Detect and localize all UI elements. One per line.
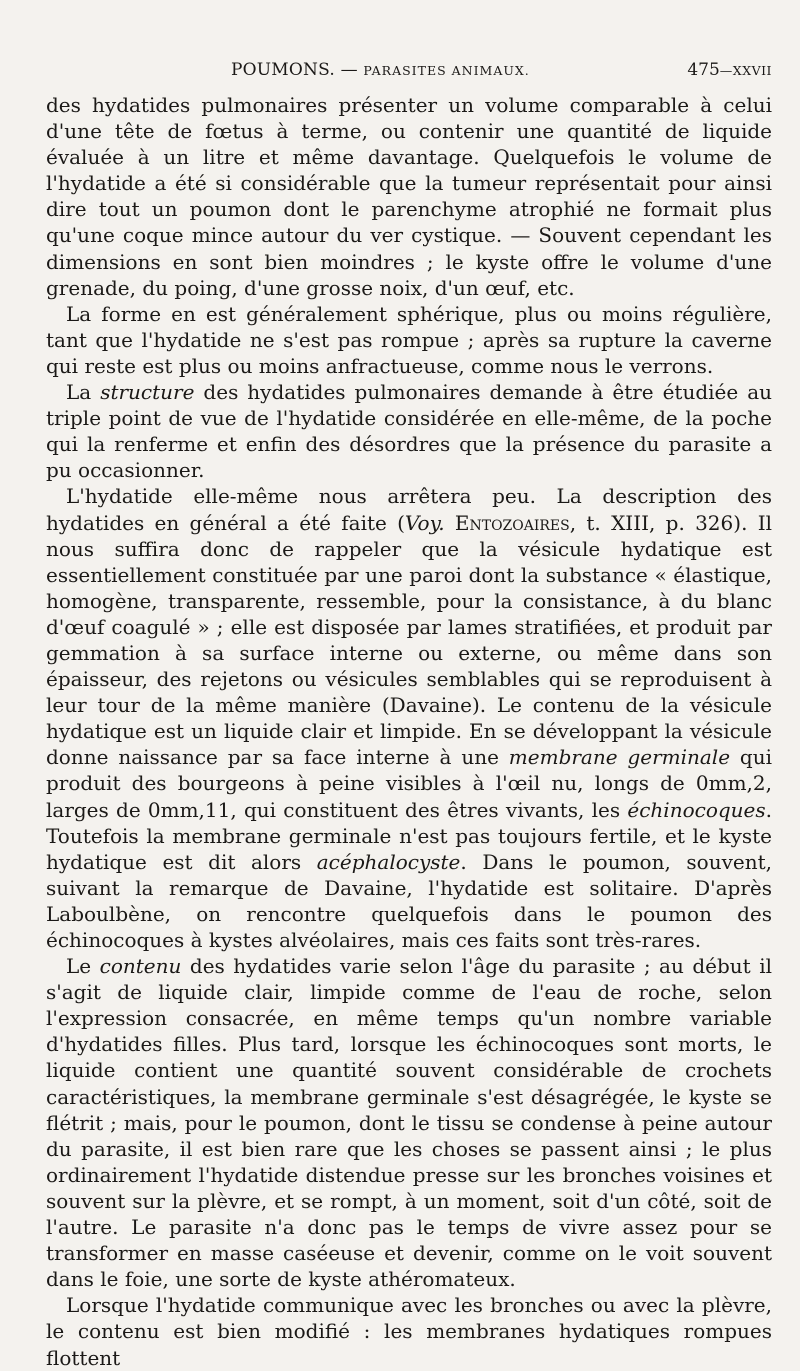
text-run: L'hydatide elle-même nous arrêtera peu. La description des hydatides en général a été faite (: [46, 484, 772, 535]
text-run: , t. XIII, p. 326). Il nous suffira donc de rappeler que la vésicule hydatique est essentiellement constituée par une paroi dont la substance « élastique, homogène, transparente, ressemble, pour la consistance, à du blanc d'œuf coagulé » ; elle est disposée par lames stratifiées, et produit par gemmation à sa surface interne ou externe, ou même dans son épaisseur, des rejetons ou vésicules semblables qui se reproduisent à leur tour de la même manière (Davaine). Le contenu de la vésicule hydatique est un liquide clair et limpide. En se développant la vésicule donne naissance par sa face interne à une: [46, 510, 772, 770]
italic-text: acéphalocyste: [316, 849, 461, 874]
header-page-number-group: [687, 60, 772, 80]
italic-text: contenu: [99, 954, 182, 979]
running-header: [46, 60, 772, 88]
italic-text: structure: [100, 380, 195, 405]
header-title: POUMONS.: [231, 60, 335, 80]
header-title-group: [231, 60, 530, 80]
italic-text: membrane germinale: [508, 745, 731, 770]
paragraph: [46, 953, 772, 1292]
roman-page-number: —XXVII: [719, 63, 772, 78]
text-run: qui produit des bourgeons à peine visibles à l'œil nu, longs de 0mm,2, larges de 0mm,11, qui constituent des êtres vivants, les: [46, 745, 772, 822]
paragraph: [46, 92, 772, 301]
page-number: 475: [687, 60, 720, 80]
text-run: . Dans le poumon, souvent, suivant la remarque de Davaine, l'hydatide est solitaire. D'après Laboulbène, on rencontre quelquefois dans le poumon des échinocoques à kystes alvéolaires, mais ces faits sont très-rares.: [46, 849, 772, 952]
paragraph: [46, 483, 772, 953]
text-run: [445, 511, 455, 535]
header-subtitle: PARASITES ANIMAUX.: [363, 63, 530, 78]
text-run: . Toutefois la membrane germinale n'est pas toujours fertile, et le kyste hydatique est dit alors: [46, 797, 772, 874]
paragraph: [46, 301, 772, 379]
italic-text: échinocoques: [627, 797, 766, 822]
paragraph: [46, 379, 772, 483]
paragraph: [46, 1292, 772, 1370]
small-caps-text: Entozoaires: [454, 510, 570, 535]
body-text: [46, 92, 772, 1371]
text-run: La: [66, 380, 101, 405]
text-run: Le: [66, 954, 100, 979]
text-run: des hydatides pulmonaires présenter un volume comparable à celui d'une tête de fœtus à terme, ou contenir une quantité de liquide évaluée à un litre et même davantage. Quelquefois le volume de l'hydatide a été si considérable que la tumeur représentait pour ainsi dire tout un poumon dont le parenchyme atrophié ne formait plus qu'une coque mince autour du ver cystique. — Souvent cependant les dimensions en sont bien moindres ; le kyste offre le volume d'une grenade, du poing, d'une grosse noix, d'un œuf, etc.: [46, 93, 772, 300]
italic-text: Voy.: [404, 510, 445, 535]
text-run: des hydatides pulmonaires demande à être étudiée au triple point de vue de l'hydatide considérée en elle-même, de la poche qui la renferme et enfin des désordres que la présence du parasite a pu occasionner.: [46, 380, 773, 483]
text-run: La forme en est généralement sphérique, plus ou moins régulière, tant que l'hydatide ne s'est pas rompue ; après sa rupture la caverne qui reste est plus ou moins anfractueuse, comme nous le verrons.: [46, 301, 772, 378]
text-run: des hydatides varie selon l'âge du parasite ; au début il s'agit de liquide clair, limpide comme de l'eau de roche, selon l'expression consacrée, en même temps qu'un nombre variable d'hydatides filles. Plus tard, lorsque les échinocoques sont morts, le liquide contient une quantité souvent considérable de crochets caractéristiques, la membrane germinale s'est désagrégée, le kyste se flétrit ; mais, pour le poumon, dont le tissu se condense à peine autour du parasite, il est bien rare que les choses se passent ainsi ; le plus ordinairement l'hydatide distendue presse sur les bronches voisines et souvent sur la plèvre, et se rompt, à un moment, soit d'un côté, soit de l'autre. Le parasite n'a donc pas le temps de vivre assez pour se transformer en masse caséeuse et devenir, comme on le voit souvent dans le foie, une sorte de kyste athéromateux.: [46, 954, 772, 1292]
text-run: Lorsque l'hydatide communique avec les bronches ou avec la plèvre, le contenu est bien modifié : les membranes hydatiques rompues flottent: [46, 1293, 772, 1370]
header-dash: —: [340, 60, 358, 80]
